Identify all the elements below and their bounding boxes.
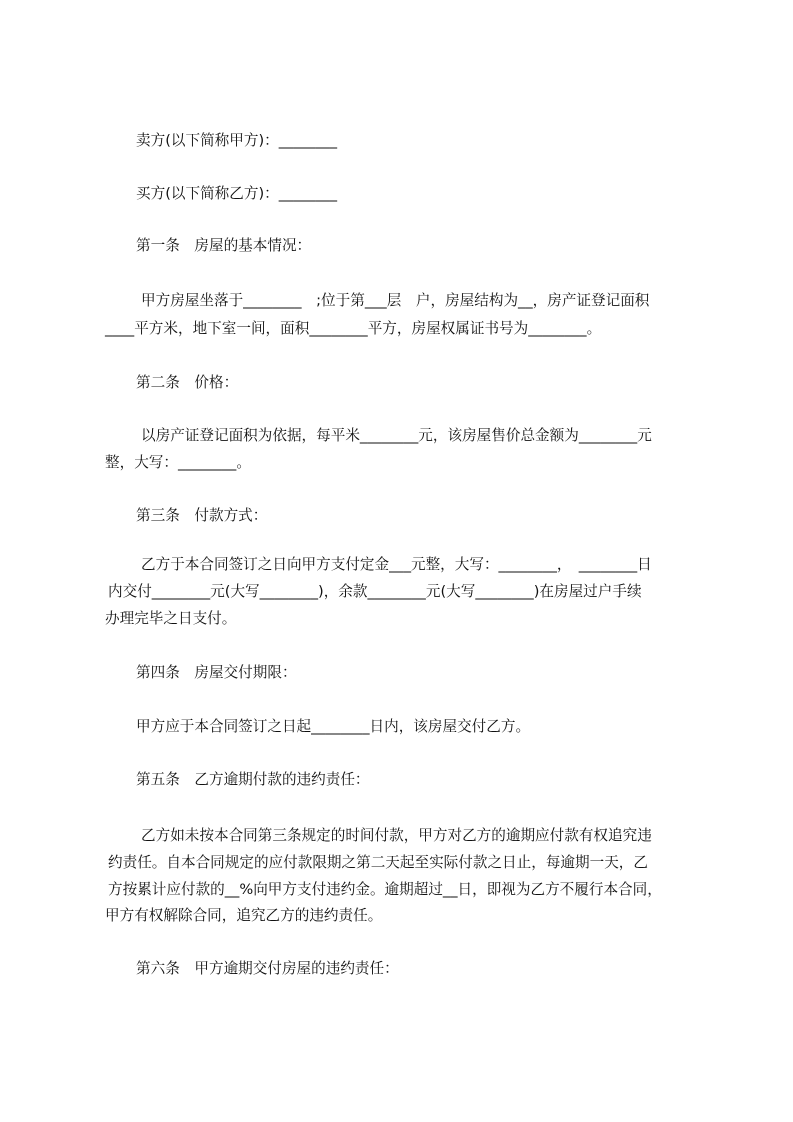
article-6-title: 第六条 甲方逾期交付房屋的违约责任： [136,960,399,977]
article-2-title: 第二条 价格： [136,374,239,391]
seller-line: 卖方(以下简称甲方)：________ [136,132,338,149]
article-3-text: 办理完毕之日支付。 [105,610,237,627]
article-1-text: 甲方房屋坐落于________ ;位于第___层 户，房屋结构为__，房产证登记面积 [141,292,650,309]
article-3-text: 乙方于本合同签订之日向甲方支付定金___元整，大写：________， ________日 [141,556,652,573]
article-1-title: 第一条 房屋的基本情况： [136,237,312,254]
article-2-text: 以房产证登记面积为依据，每平米________元，该房屋售价总金额为________元 [141,427,652,444]
article-5-text: 约责任。自本合同规定的应付款限期之第二天起至实际付款之日止，每逾期一天，乙 [108,854,648,871]
article-4-title: 第四条 房屋交付期限： [136,664,297,681]
article-1-text: ____平方米，地下室一间，面积________平方，房屋权属证书号为________。 [105,320,602,337]
article-5-text: 乙方如未按本合同第三条规定的时间付款，甲方对乙方的逾期应付款有权追究违 [141,827,652,844]
buyer-line: 买方(以下简称乙方)：________ [136,185,338,202]
article-2-text: 整，大写：________。 [105,454,251,471]
article-5-text: 方按累计应付款的__%向甲方支付违约金。逾期超过__日，即视为乙方不履行本合同， [108,881,662,898]
article-4-text: 甲方应于本合同签订之日起________日内，该房屋交付乙方。 [136,718,531,735]
article-5-text: 甲方有权解除合同，追究乙方的违约责任。 [105,907,383,924]
article-3-text: 内交付________元(大写________)，余款________元(大写________)在房屋过户手续 [108,583,642,600]
article-3-title: 第三条 付款方式： [136,507,268,524]
article-5-title: 第五条 乙方逾期付款的违约责任： [136,771,370,788]
